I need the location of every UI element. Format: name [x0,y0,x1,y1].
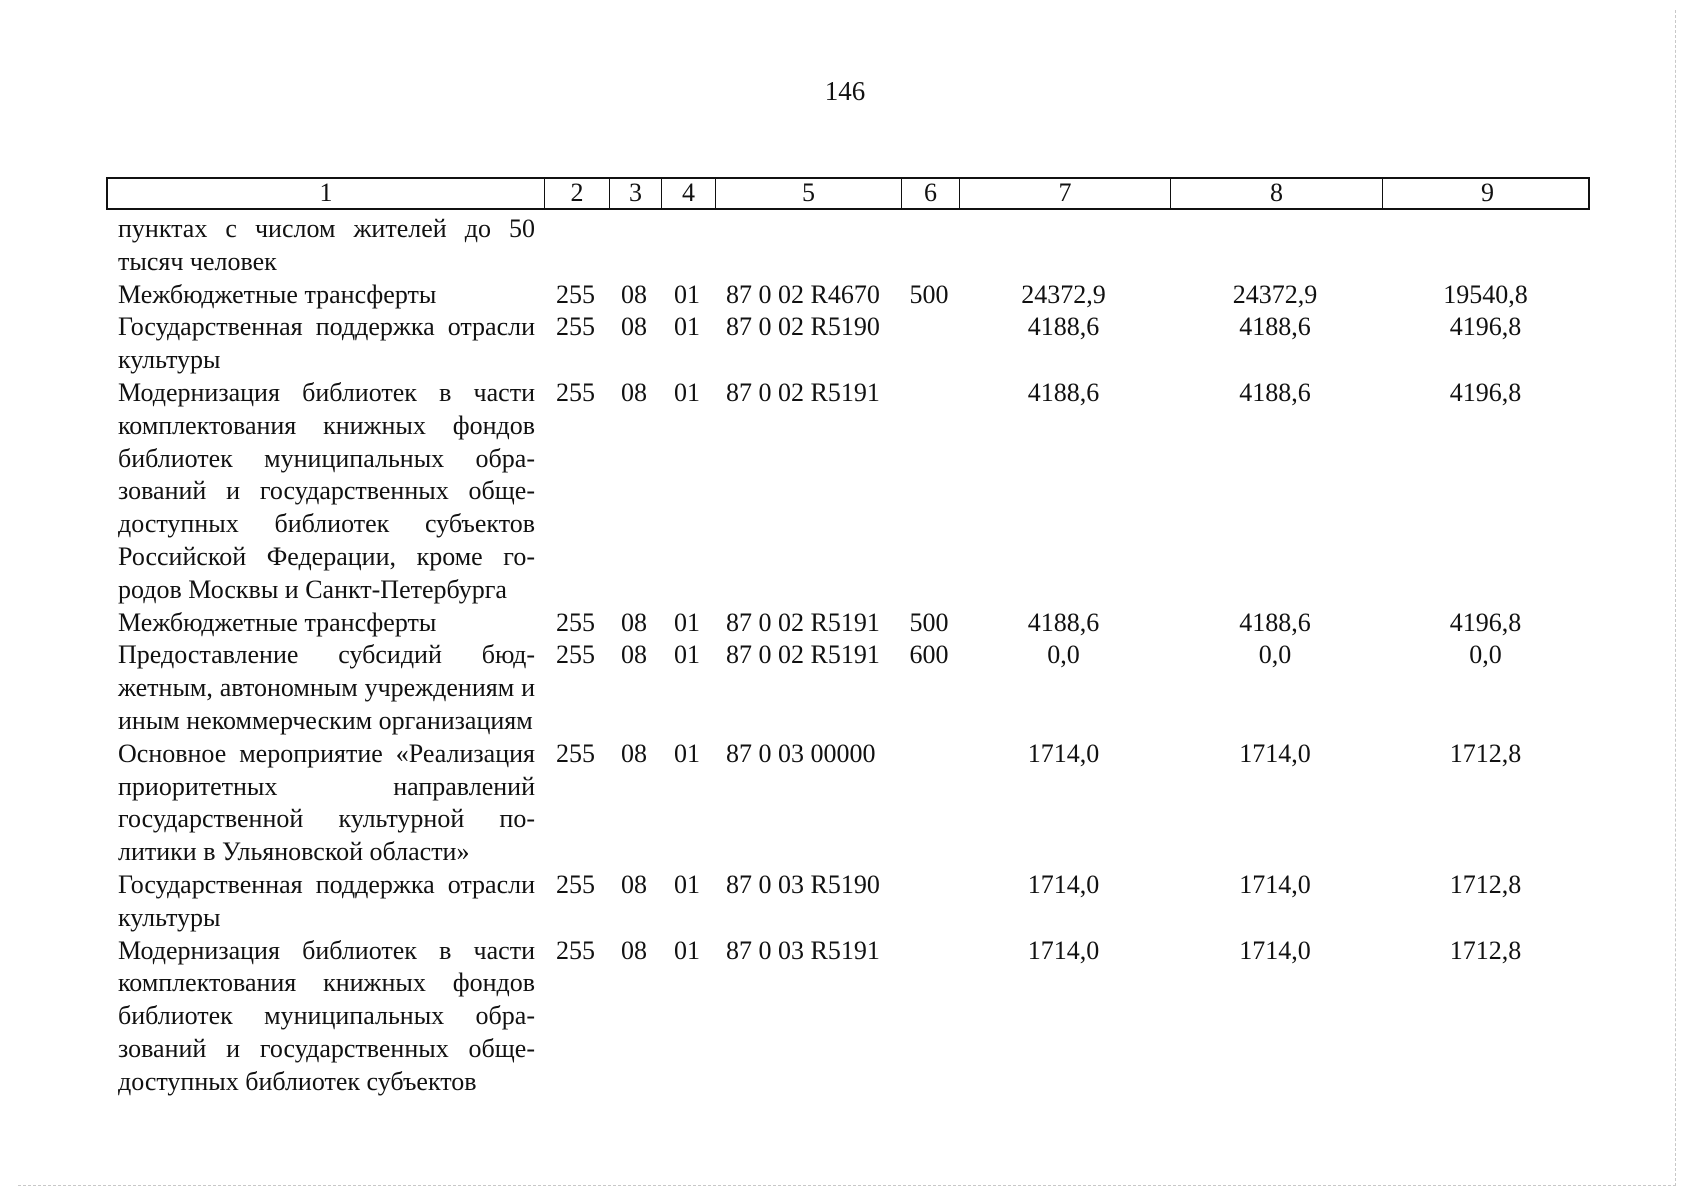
table-row [106,311,1590,377]
table-row [106,377,1590,607]
row-code-section: 08 [621,935,647,965]
row-code-section: 08 [621,738,647,768]
row-code-expense-type: 600 [909,640,949,670]
row-amount-col8 [1169,213,1381,279]
page-number: 146 [824,76,866,106]
row-code-admin: 255 [556,935,595,965]
row-code-section: 08 [621,312,647,342]
row-code-target: 87 0 02 R5191 [726,377,880,407]
row-code-subsection: 01 [674,312,700,342]
row-amount-col8: 4188,6 [1239,377,1311,407]
table-row [106,935,1590,1099]
row-amount-col8: 1714,0 [1239,738,1311,768]
row-amount-col9: 19540,8 [1443,279,1528,309]
row-code-expense-type [900,869,958,935]
row-code-subsection: 01 [674,738,700,768]
row-code-admin: 255 [556,869,595,899]
row-code-subsection: 01 [674,607,700,637]
row-amount-col9: 4196,8 [1449,312,1522,342]
table-header [106,177,1590,210]
row-amount-col9: 0,0 [1469,640,1502,670]
row-amount-col7: 4188,6 [1027,607,1100,637]
row-code-section: 08 [621,869,647,899]
row-name: Предоставление субсидий бюджетным, автономным учреждениям и иным некоммерческим организациям [118,640,535,735]
row-name: Модернизация библиотек в части комплектования книжных фондов библиотек муниципальных образований и государственных общедоступных библиотек субъектов [118,935,535,1096]
row-amount-col7: 24372,9 [1021,279,1106,309]
row-name: Межбюджетные трансферты [118,279,437,309]
row-amount-col7: 1714,0 [1027,869,1100,899]
row-amount-col8: 24372,9 [1232,279,1318,309]
row-amount-col8: 4188,6 [1239,312,1311,342]
row-code-admin: 255 [556,377,595,407]
row-code-admin [543,213,608,279]
row-code-admin: 255 [556,279,595,309]
row-code-expense-type [900,935,958,1099]
row-code-subsection: 01 [674,869,700,899]
row-amount-col7: 4188,6 [1027,312,1100,342]
row-code-target: 87 0 03 00000 [726,738,876,768]
column-header-8: 8 [1171,179,1383,208]
row-amount-col7: 4188,6 [1027,377,1100,407]
row-code-admin: 255 [556,640,595,670]
table-row [106,639,1590,737]
table-row [106,279,1590,312]
table-body [106,213,1590,1099]
row-code-section: 08 [621,607,647,637]
row-code-expense-type [900,377,958,607]
row-code-subsection: 01 [674,640,700,670]
row-name: Основное мероприятие «Реализация приоритетных направлений государственной культурной политики в Ульяновской области» [118,738,535,867]
row-amount-col8: 1714,0 [1239,935,1311,965]
column-header-9: 9 [1481,178,1494,207]
row-name: Модернизация библиотек в части комплектования книжных фондов библиотек муниципальных образований и государственных общедоступных библиотек субъектов Российской Федерации, кроме городов Москвы и Санкт-Петербурга [118,377,535,604]
row-code-section: 08 [621,640,647,670]
row-code-expense-type: 500 [909,607,949,637]
row-name: пунктах с числом жителей до 50 тысяч человек [118,214,535,276]
column-header-2: 2 [545,179,610,208]
row-code-admin: 255 [556,738,595,768]
row-code-subsection: 01 [674,279,700,309]
table-row [106,213,1590,279]
row-code-section: 08 [621,377,647,407]
row-amount-col9: 1712,8 [1449,935,1522,965]
row-amount-col8: 0,0 [1258,640,1292,670]
row-amount-col7: 0,0 [1047,640,1080,670]
row-code-subsection [660,213,714,279]
row-code-section: 08 [621,279,647,309]
row-amount-col9 [1381,213,1590,279]
row-name: Государственная поддержка отрасли культуры [118,869,535,932]
row-code-expense-type [900,311,958,377]
row-amount-col8: 1714,0 [1239,869,1311,899]
row-code-subsection: 01 [674,377,700,407]
row-amount-col8: 4188,6 [1239,607,1311,637]
row-amount-col9: 1712,8 [1449,869,1522,899]
row-code-target: 87 0 02 R5190 [726,312,880,342]
column-header-3: 3 [610,179,662,208]
table-row [106,607,1590,640]
row-code-target: 87 0 02 R5191 [726,607,880,637]
row-code-target: 87 0 03 R5191 [726,935,880,965]
row-code-admin: 255 [556,312,595,342]
row-code-expense-type [900,738,958,869]
row-name: Государственная поддержка отрасли культуры [118,312,535,375]
row-code-expense-type [900,213,958,279]
row-amount-col7 [958,213,1169,279]
column-header-6: 6 [902,179,960,208]
column-header-5: 5 [716,179,902,208]
row-code-section [608,213,660,279]
row-amount-col7: 1714,0 [1027,935,1100,965]
row-amount-col7: 1714,0 [1027,738,1100,768]
row-code-target [714,213,900,279]
column-header-4: 4 [662,179,716,208]
row-code-subsection: 01 [674,935,700,965]
column-header-1: 1 [108,179,545,208]
table-row [106,869,1590,935]
row-code-target: 87 0 02 R5191 [726,640,880,670]
row-code-target: 87 0 03 R5190 [726,869,880,899]
row-amount-col9: 4196,8 [1449,377,1522,407]
row-amount-col9: 4196,8 [1449,607,1522,637]
row-name: Межбюджетные трансферты [118,607,437,637]
column-header-7: 7 [960,179,1171,208]
row-code-target: 87 0 02 R4670 [726,279,880,309]
row-amount-col9: 1712,8 [1449,738,1522,768]
row-code-expense-type: 500 [909,279,949,309]
table-row [106,738,1590,869]
row-code-admin: 255 [556,607,595,637]
